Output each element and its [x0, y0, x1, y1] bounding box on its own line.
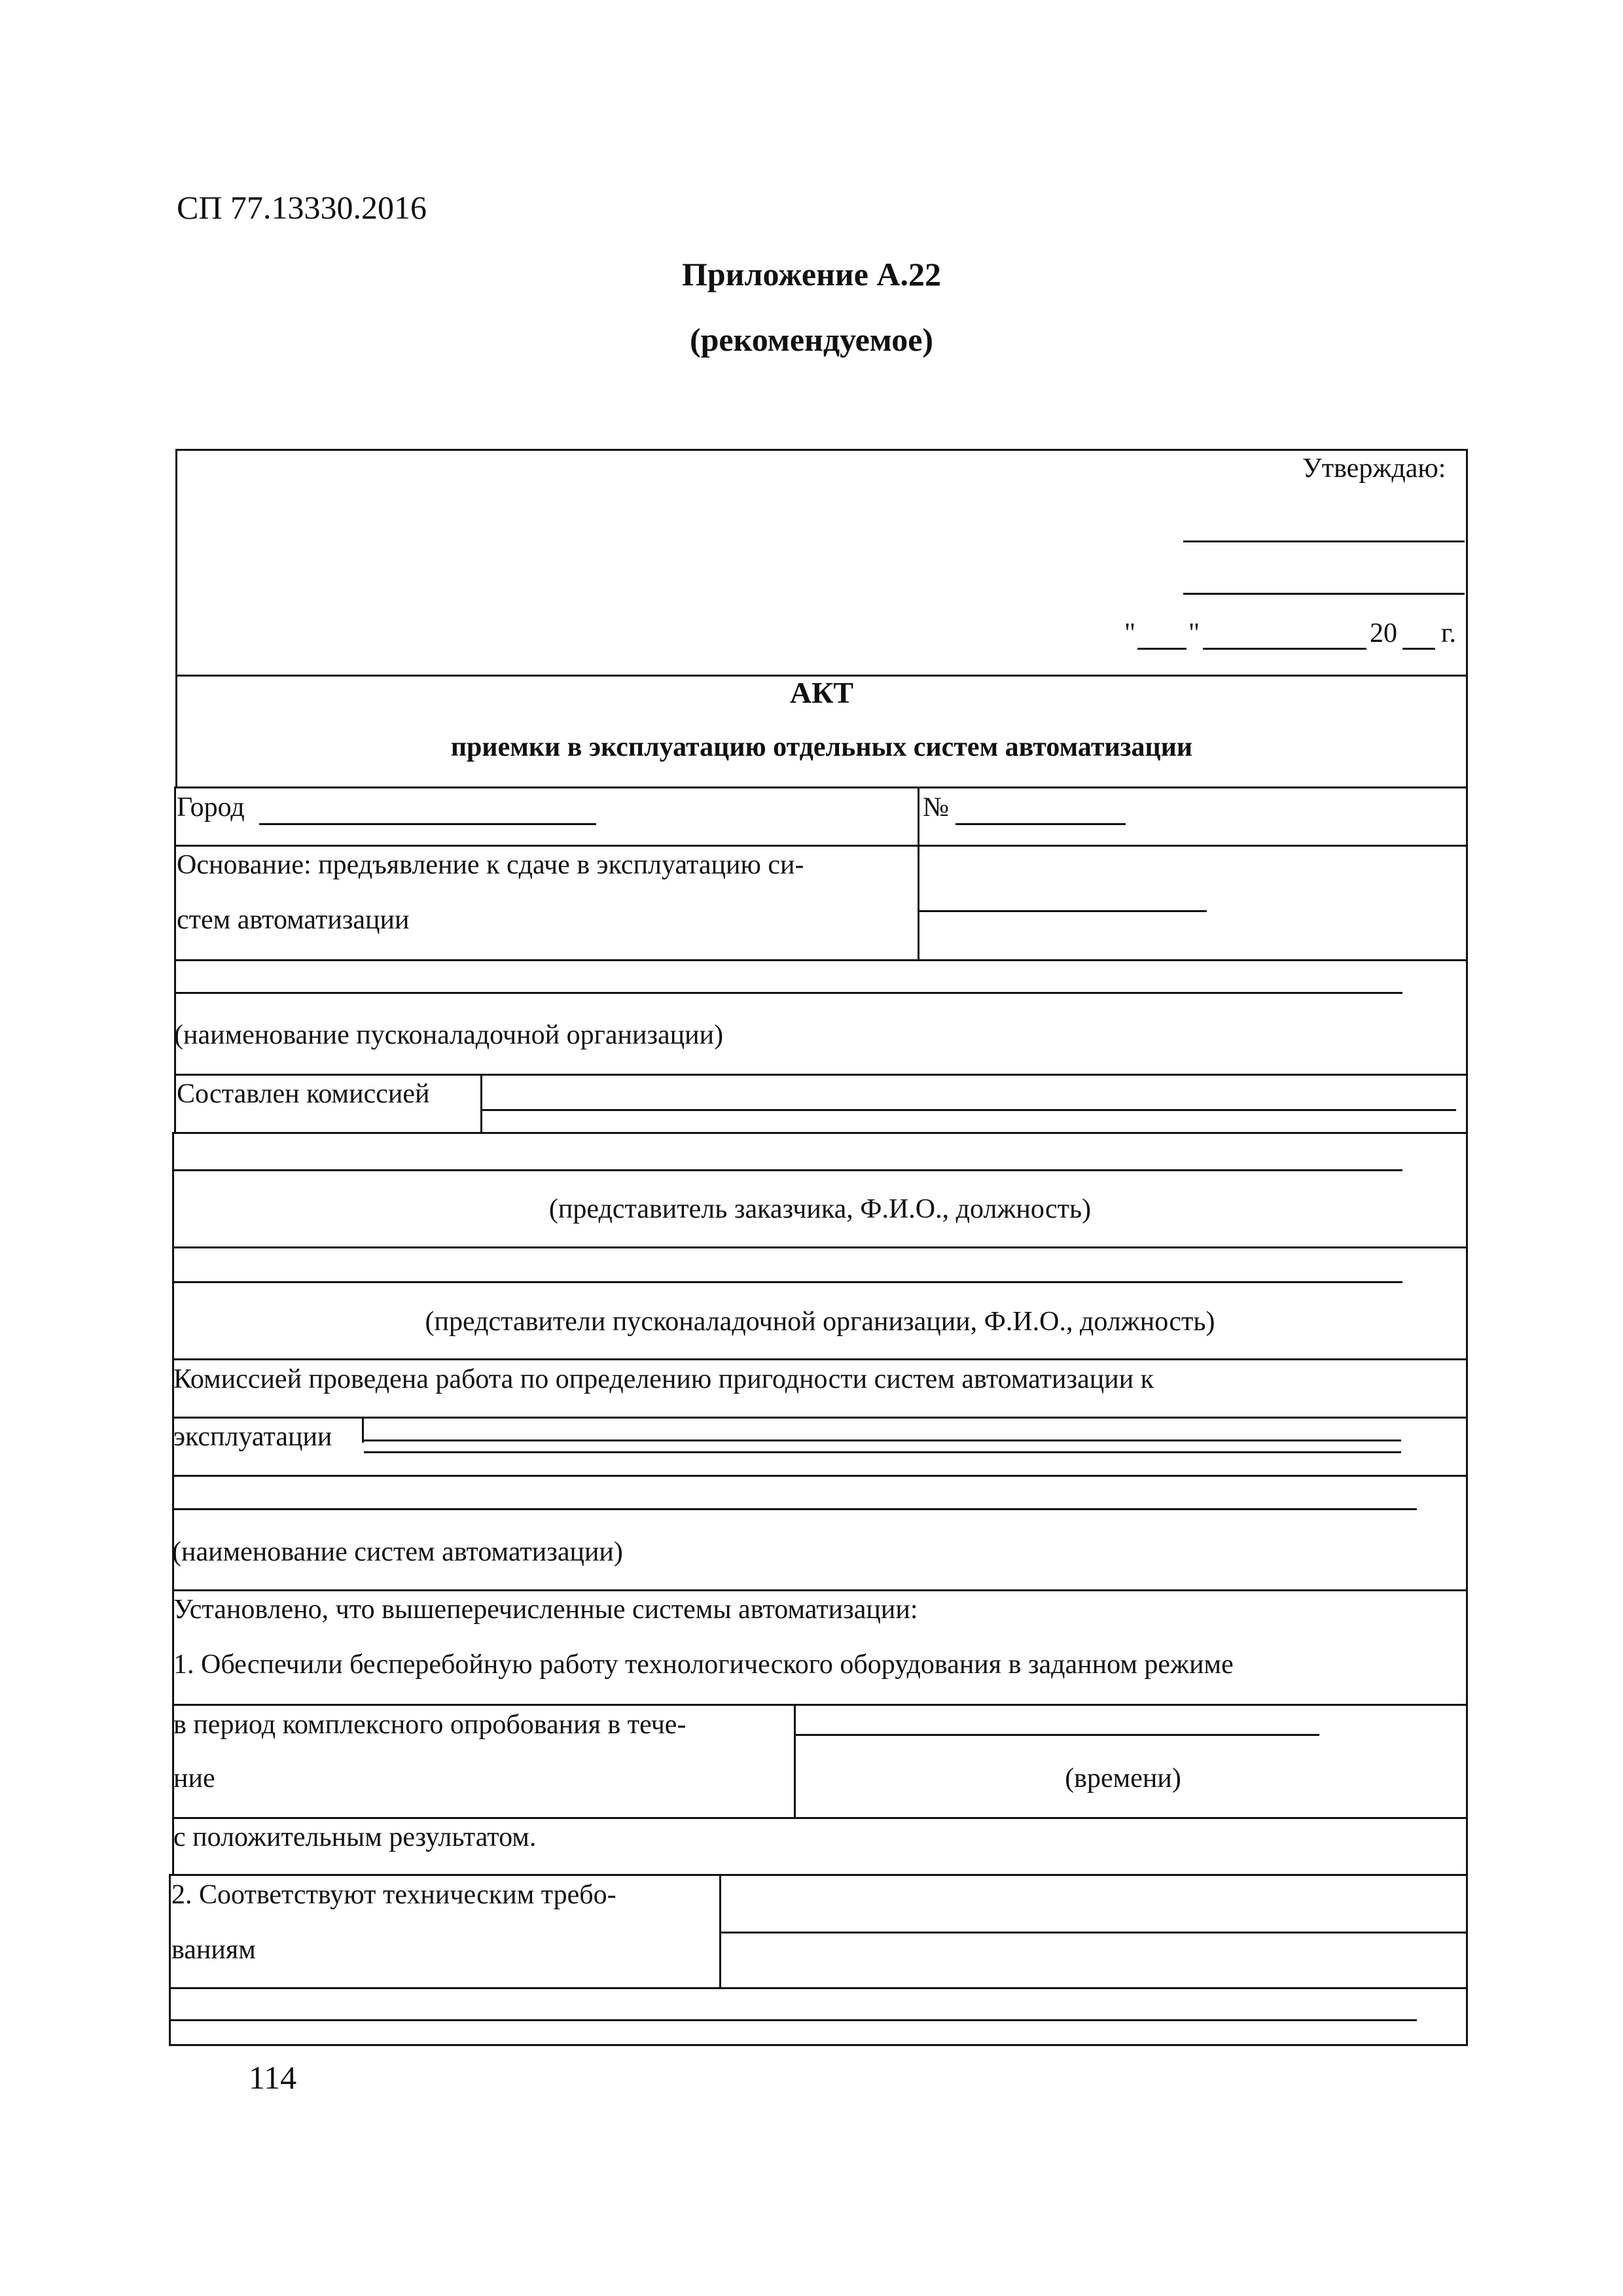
customer-rep-input-line[interactable]: [173, 1169, 1402, 1171]
document-code: СП 77.13330.2016: [177, 189, 427, 226]
city-label: Город: [177, 792, 245, 822]
page-number: 114: [249, 2059, 297, 2096]
approval-signature-line-2: [1183, 593, 1465, 595]
commission-divider: [480, 1074, 482, 1134]
approval-label: Утверждаю:: [1302, 453, 1446, 484]
basis-text-line1: Основание: предъявление к сдаче в эксплуатацию си-: [177, 850, 804, 880]
date-year-line: [1402, 648, 1435, 650]
commission-label: Составлен комиссией: [177, 1079, 430, 1109]
customer-rep-caption: (представитель заказчика, Ф.И.О., должность): [548, 1194, 1092, 1224]
commission-input-line[interactable]: [482, 1109, 1456, 1111]
test-period-line2: ние: [173, 1763, 215, 1793]
test-period-divider: [794, 1704, 796, 1819]
systems-name-input-line[interactable]: [173, 1508, 1417, 1510]
date-month-line: [1203, 648, 1366, 650]
commissioning-reps-input-line[interactable]: [173, 1281, 1402, 1283]
act-title: АКТ: [789, 676, 854, 709]
work-row-2-divider: [362, 1417, 364, 1443]
systems-caption: (наименование систем автоматизации): [172, 1537, 623, 1567]
act-subtitle: приемки в эксплуатацию отдельных систем автоматизации: [450, 732, 1193, 762]
date-year-suffix: г.: [1441, 618, 1456, 648]
time-input-line[interactable]: [796, 1734, 1319, 1736]
date-day-line: [1137, 648, 1186, 650]
commissioning-org-input-line[interactable]: [175, 992, 1402, 994]
systems-input-line-a[interactable]: [364, 1439, 1401, 1441]
date-open-quote: ": [1124, 618, 1136, 648]
customer-rep-row: [172, 1132, 1468, 1248]
commissioning-org-row: [174, 959, 1468, 1076]
commissioning-org-caption: (наименование пусконаладочной организации): [174, 1020, 724, 1050]
item2-input-line[interactable]: [721, 1932, 1466, 1934]
date-year-prefix: 20: [1370, 618, 1397, 648]
city-input-line[interactable]: [259, 823, 596, 825]
item1-text: 1. Обеспечили бесперебойную работу технологического оборудования в заданном режиме: [173, 1650, 1234, 1680]
systems-name-row: [172, 1475, 1468, 1591]
city-number-row: [174, 786, 1468, 847]
number-label: №: [923, 792, 950, 822]
city-number-divider: [918, 786, 919, 847]
commissioning-reps-caption: (представители пусконаладочной организации, Ф.И.О., должность): [425, 1307, 1215, 1337]
approval-block: [175, 449, 1468, 677]
appendix-title: Приложение А.22: [681, 256, 942, 292]
positive-result-text: с положительным результатом.: [173, 1822, 537, 1852]
appendix-note: (рекомендуемое): [689, 321, 934, 358]
date-close-quote: ": [1188, 618, 1200, 648]
commissioning-reps-row: [172, 1246, 1468, 1360]
work-text-line1: Комиссией проведена работа по определению пригодности систем автоматизации к: [173, 1364, 1154, 1394]
basis-input-line[interactable]: [919, 910, 1207, 912]
work-row-2: [172, 1417, 1468, 1477]
systems-input-line-b[interactable]: [364, 1451, 1401, 1453]
number-input-line[interactable]: [955, 823, 1126, 825]
item2-text-line2: ваниям: [171, 1935, 256, 1965]
basis-divider: [918, 845, 919, 961]
established-text: Установлено, что вышеперечисленные системы автоматизации:: [173, 1595, 918, 1625]
test-period-line1: в период комплексного опробования в тече-: [173, 1710, 687, 1740]
basis-text-line2: стем автоматизации: [177, 905, 410, 935]
work-text-line2: эксплуатации: [173, 1422, 332, 1452]
final-input-line[interactable]: [170, 2019, 1417, 2021]
approval-signature-line-1: [1183, 540, 1465, 542]
time-caption: (времени): [1065, 1763, 1181, 1793]
item2-text-line1: 2. Соответствуют техническим требо-: [171, 1880, 616, 1910]
final-row: [169, 1987, 1468, 2046]
